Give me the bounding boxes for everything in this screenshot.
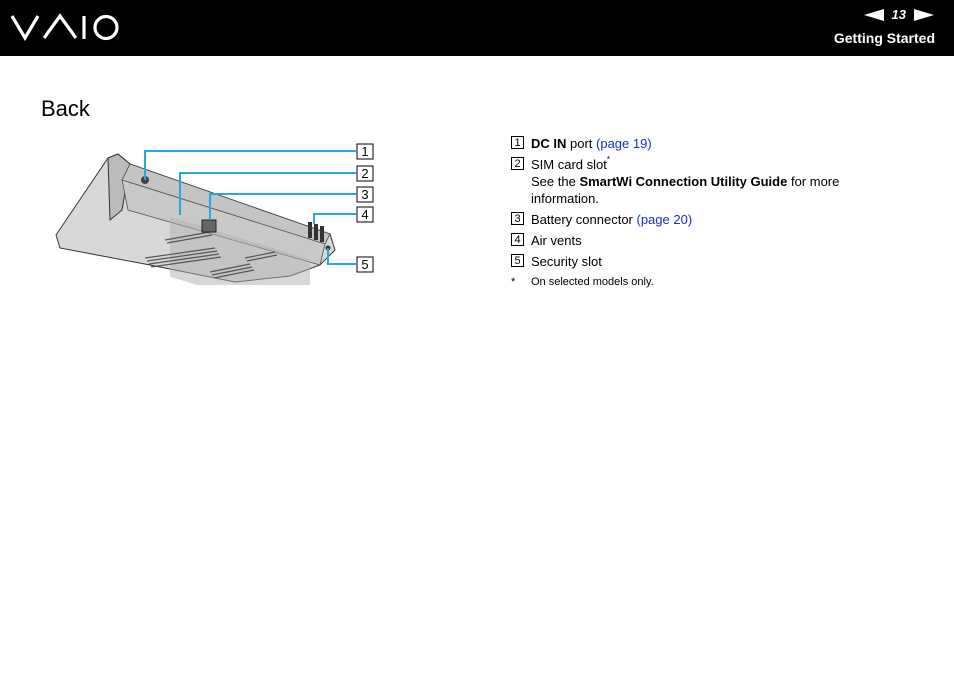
item-number: 4 [511, 233, 524, 246]
callout-3: 3 [361, 187, 369, 202]
section-title: Getting Started [833, 30, 935, 46]
list-item [511, 156, 891, 207]
item-text: Battery connector [531, 212, 637, 227]
list-item [511, 211, 891, 228]
callout-1: 1 [361, 144, 369, 159]
page-title: Back [41, 96, 90, 121]
item-number: 2 [511, 157, 524, 170]
footnote-text: On selected models only. [531, 276, 654, 288]
page-link[interactable]: (page 19) [596, 136, 652, 151]
page-link[interactable]: (page 20) [636, 212, 693, 227]
prev-page-arrow-icon[interactable] [864, 9, 884, 21]
item-text: Security slot [531, 254, 602, 269]
parts-list [511, 135, 891, 291]
item-text: for more information. [531, 174, 840, 206]
callout-4: 4 [361, 207, 369, 222]
footnote [511, 274, 891, 291]
laptop-back-illustration [50, 140, 380, 285]
callout-2: 2 [361, 166, 369, 181]
item-text: SIM card slot [531, 157, 607, 172]
item-number: 1 [511, 136, 524, 149]
item-bold: SmartWi Connection Utility Guide [579, 174, 788, 189]
page-header [0, 0, 954, 56]
item-bold: DC IN [531, 136, 567, 151]
vaio-logo [10, 12, 122, 44]
page-nav [864, 7, 934, 22]
item-text: See the [531, 174, 580, 189]
footnote-mark: * [606, 155, 610, 164]
item-text: port [566, 136, 597, 151]
item-number: 3 [511, 212, 524, 225]
list-item [511, 232, 891, 249]
list-item [511, 135, 891, 152]
next-page-arrow-icon[interactable] [914, 9, 934, 21]
list-item [511, 253, 891, 270]
item-number: 5 [511, 254, 524, 267]
callout-5: 5 [361, 257, 369, 272]
item-text: Air vents [531, 233, 582, 248]
footnote-mark: * [511, 276, 516, 288]
page-number: 13 [891, 7, 906, 22]
